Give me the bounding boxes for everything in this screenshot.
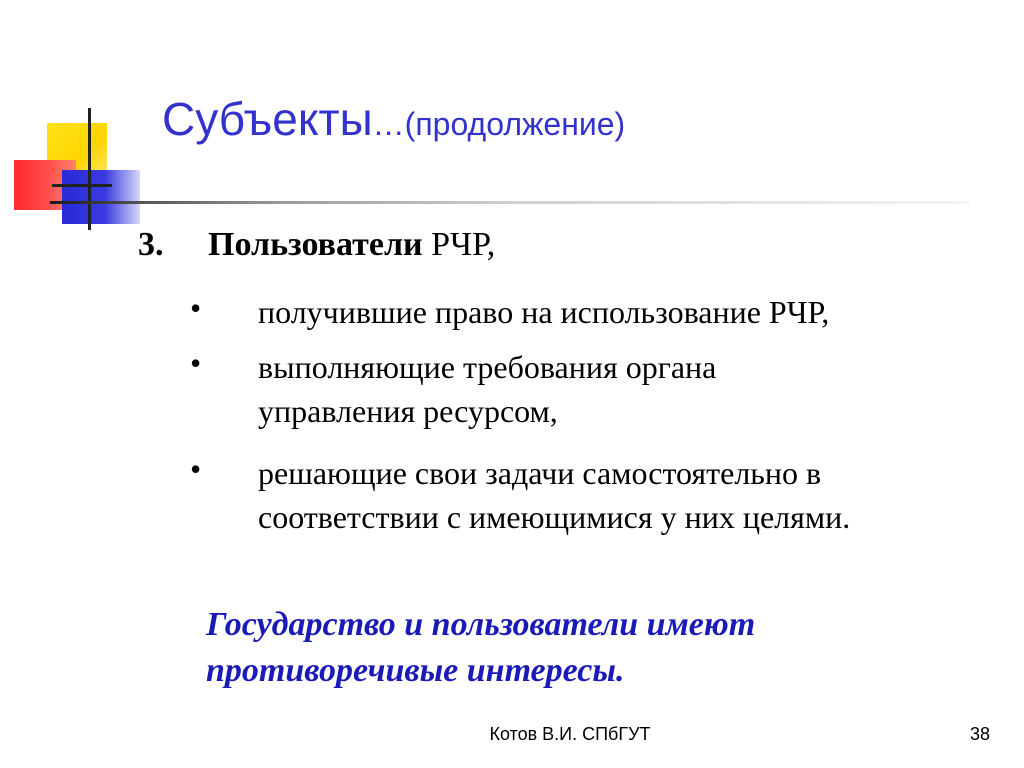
title-main: Субъекты xyxy=(162,93,373,145)
item-heading-rest: РЧР, xyxy=(422,226,496,263)
bullet-marker: • xyxy=(190,345,202,381)
logo-horizontal-line xyxy=(52,184,112,187)
bullet-item-2: выполняющие требования органа управления ресурсом, xyxy=(258,349,717,429)
logo-vertical-line xyxy=(88,108,91,230)
bullet-marker: • xyxy=(190,451,202,487)
bullet-item-3: решающие свои задачи самостоятельно в соответствии с имеющимися у них целями. xyxy=(258,455,851,535)
title-underline xyxy=(50,201,970,204)
item-number: 3. xyxy=(138,226,164,263)
item-heading xyxy=(208,226,495,264)
conclusion-text: Государство и пользователи имеют противоречивые интересы. xyxy=(206,606,756,689)
bullet-marker: • xyxy=(190,290,202,326)
item-heading-bold: Пользователи xyxy=(208,226,423,263)
footer-author: Котов В.И. СПбГУТ xyxy=(489,724,651,744)
title-subtitle: …(продолжение) xyxy=(372,106,626,142)
bullet-item-1: получившие право на использование РЧР, xyxy=(258,294,830,330)
slide-title xyxy=(162,92,625,146)
logo-blue-square xyxy=(62,170,140,224)
page-number: 38 xyxy=(969,724,990,744)
